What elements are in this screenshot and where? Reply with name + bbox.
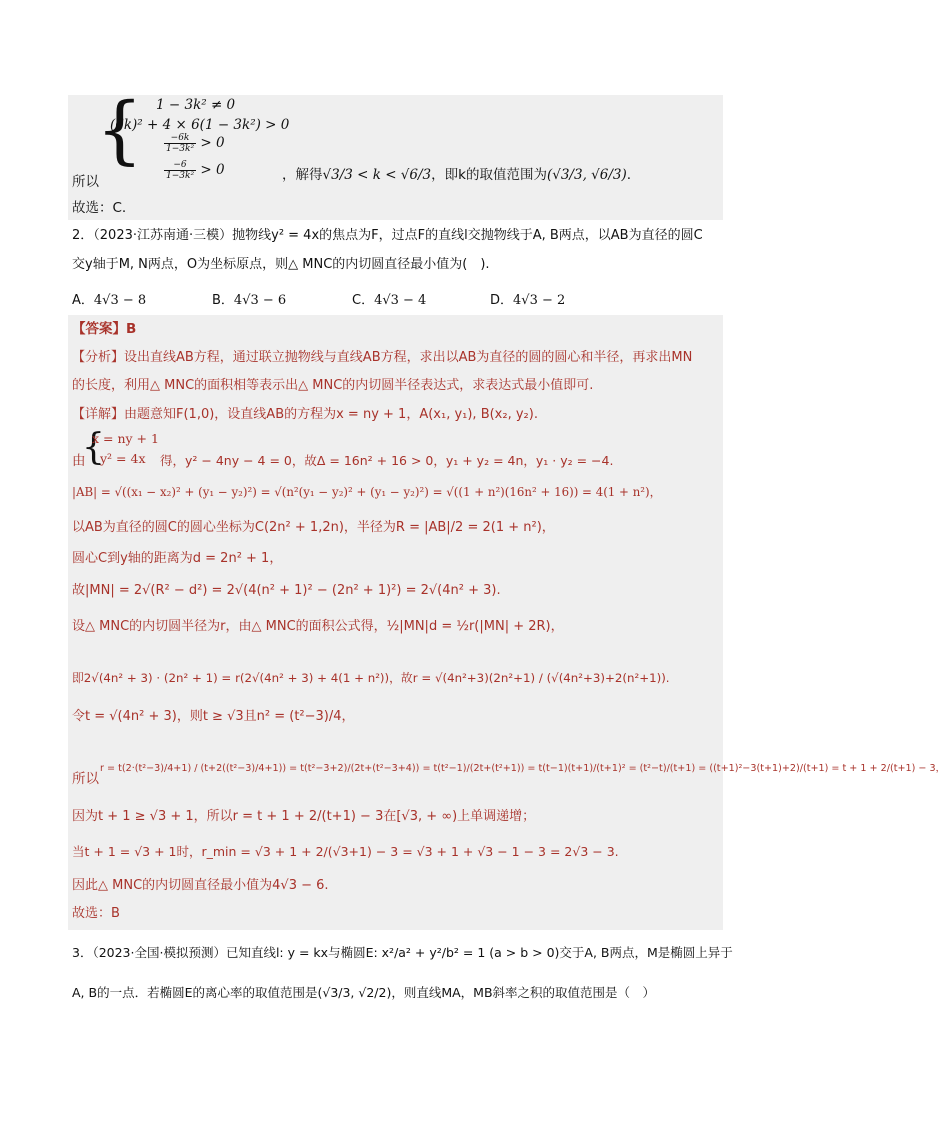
q2-analysis-line-2: 的长度，利用△ MNC的面积相等表示出△ MNC的内切圆半径表达式，求表达式最小值即可. — [72, 378, 594, 393]
q2-conclusion: 因此△ MNC的内切圆直径最小值为4√3 − 6. — [72, 878, 329, 893]
system-line-4: $\frac{-6}{\text{1−3k²}}$ > 0 — [166, 160, 225, 181]
q2-system-brace: { — [82, 427, 105, 468]
q2-sys-b: y² = 4x — [100, 451, 146, 466]
q2-sys-a: x = ny + 1 — [92, 431, 159, 446]
prev-answer: 故选：C. — [72, 200, 127, 216]
q3-stem-line-2: A, B的一点．若椭圆E的离心率的取值范围是(√3/3, √2/2)，则直线MA，MB斜率之积的取值范围是（ ） — [72, 985, 656, 1000]
q2-option-d: D．4√3 − 2 — [490, 293, 566, 308]
q2-option-a: A．4√3 − 8 — [72, 293, 147, 308]
q2-so-prefix: 所以 — [72, 771, 99, 787]
q2-option-b: B．4√3 − 6 — [212, 293, 287, 308]
system-line-1: 1 − 3k² ≠ 0 — [156, 97, 236, 113]
system-line-2: (6k)² + 4 × 6(1 − 3k²) > 0 — [110, 117, 290, 133]
q2-analysis-line-1: 【分析】设出直线AB方程，通过联立抛物线与直线AB方程，求出以AB为直径的圆的圆心和半径，再求出MN — [72, 350, 693, 365]
q2-area-line: 设△ MNC的内切圆半径为r，由△ MNC的面积公式得，½|MN|d = ½r(|MN| + 2R)， — [72, 619, 564, 634]
q2-eq-line: 即2√(4n² + 3) · (2n² + 1) = r(2√(4n² + 3) + 4(1 + n²))，故r = √(4n²+3)(2n²+1) / (√(4n²+3)+2(n²+1)). — [72, 671, 670, 685]
q2-option-c: C．4√3 − 4 — [352, 293, 427, 308]
q2-sys-prefix: 由 — [72, 453, 86, 469]
q2-answer-tag: 【答案】B — [72, 321, 137, 337]
q3-stem-line-1: 3．（2023·全国·模拟预测）已知直线l: y = kx与椭圆E: x²/a² + y²/b² = 1 (a > b > 0)交于A, B两点，M是椭圆上异于 — [72, 945, 733, 960]
q2-sys-result: 得，y² − 4ny − 4 = 0，故Δ = 16n² + 16 > 0，y₁ + y₂ = 4n，y₁ · y₂ = −4. — [160, 453, 614, 468]
q2-dist-line: 圆心C到y轴的距离为d = 2n² + 1， — [72, 551, 283, 566]
q2-mn-line: 故|MN| = 2√(R² − d²) = 2√(4(n² + 1)² − (2n² + 1)²) = 2√(4n² + 3). — [72, 583, 501, 598]
q2-center-line: 以AB为直径的圆C的圆心坐标为C(2n² + 1,2n)，半径为R = |AB|/2 = 2(1 + n²)， — [72, 520, 555, 535]
system-line-3: $\frac{-6k}{\text{1−3k²}}$ > 0 — [166, 133, 225, 154]
q2-sub-line: 令t = √(4n² + 3)，则t ≥ √3且n² = (t²−3)/4， — [72, 709, 355, 724]
q2-detail-line-1: 【详解】由题意知F(1,0)，设直线AB的方程为x = ny + 1，A(x₁, y₁), B(x₂, y₂). — [72, 407, 538, 422]
so-label: 所以 — [72, 174, 99, 190]
q2-answer: 故选：B — [72, 906, 120, 921]
q2-so-line: r = t(2·(t²−3)/4+1) / (t+2((t²−3)/4+1)) = t(t²−3+2)/(2t+(t²−3+4)) = t(t²−1)/(2t+(t²+1)) = t(t−1)(t+1)/(t+1)² = (t²−t)/(t+1) = ((t+1)²−3(t+1)+2)/(t+1) = t + 1 + 2/(t+1) − 3， — [100, 763, 945, 774]
q2-mono-line: 因为t + 1 ≥ √3 + 1，所以r = t + 1 + 2/(t+1) − 3在[√3, + ∞)上单调递增； — [72, 809, 536, 824]
solve-text: ，解得√3/3 < k < √6/3，即k的取值范围为(√3/3, √6/3). — [282, 167, 632, 183]
q2-stem-line-1: 2．（2023·江苏南通·三模）抛物线y² = 4x的焦点为F，过点F的直线l交抛物线于A, B两点，以AB为直径的圆C — [72, 228, 703, 243]
q2-min-line: 当t + 1 = √3 + 1时，r_min = √3 + 1 + 2/(√3+1) − 3 = √3 + 1 + √3 − 1 − 3 = 2√3 − 3. — [72, 844, 619, 859]
q2-ab-line: |AB| = √((x₁ − x₂)² + (y₁ − y₂)²) = √(n²(y₁ − y₂)² + (y₁ − y₂)²) = √((1 + n²)(16n² + 16)) = 4(1 + n²)， — [72, 485, 662, 499]
q2-stem-line-2: 交y轴于M, N两点，O为坐标原点，则△ MNC的内切圆直径最小值为( ). — [72, 257, 490, 272]
system-brace: { — [96, 87, 144, 173]
